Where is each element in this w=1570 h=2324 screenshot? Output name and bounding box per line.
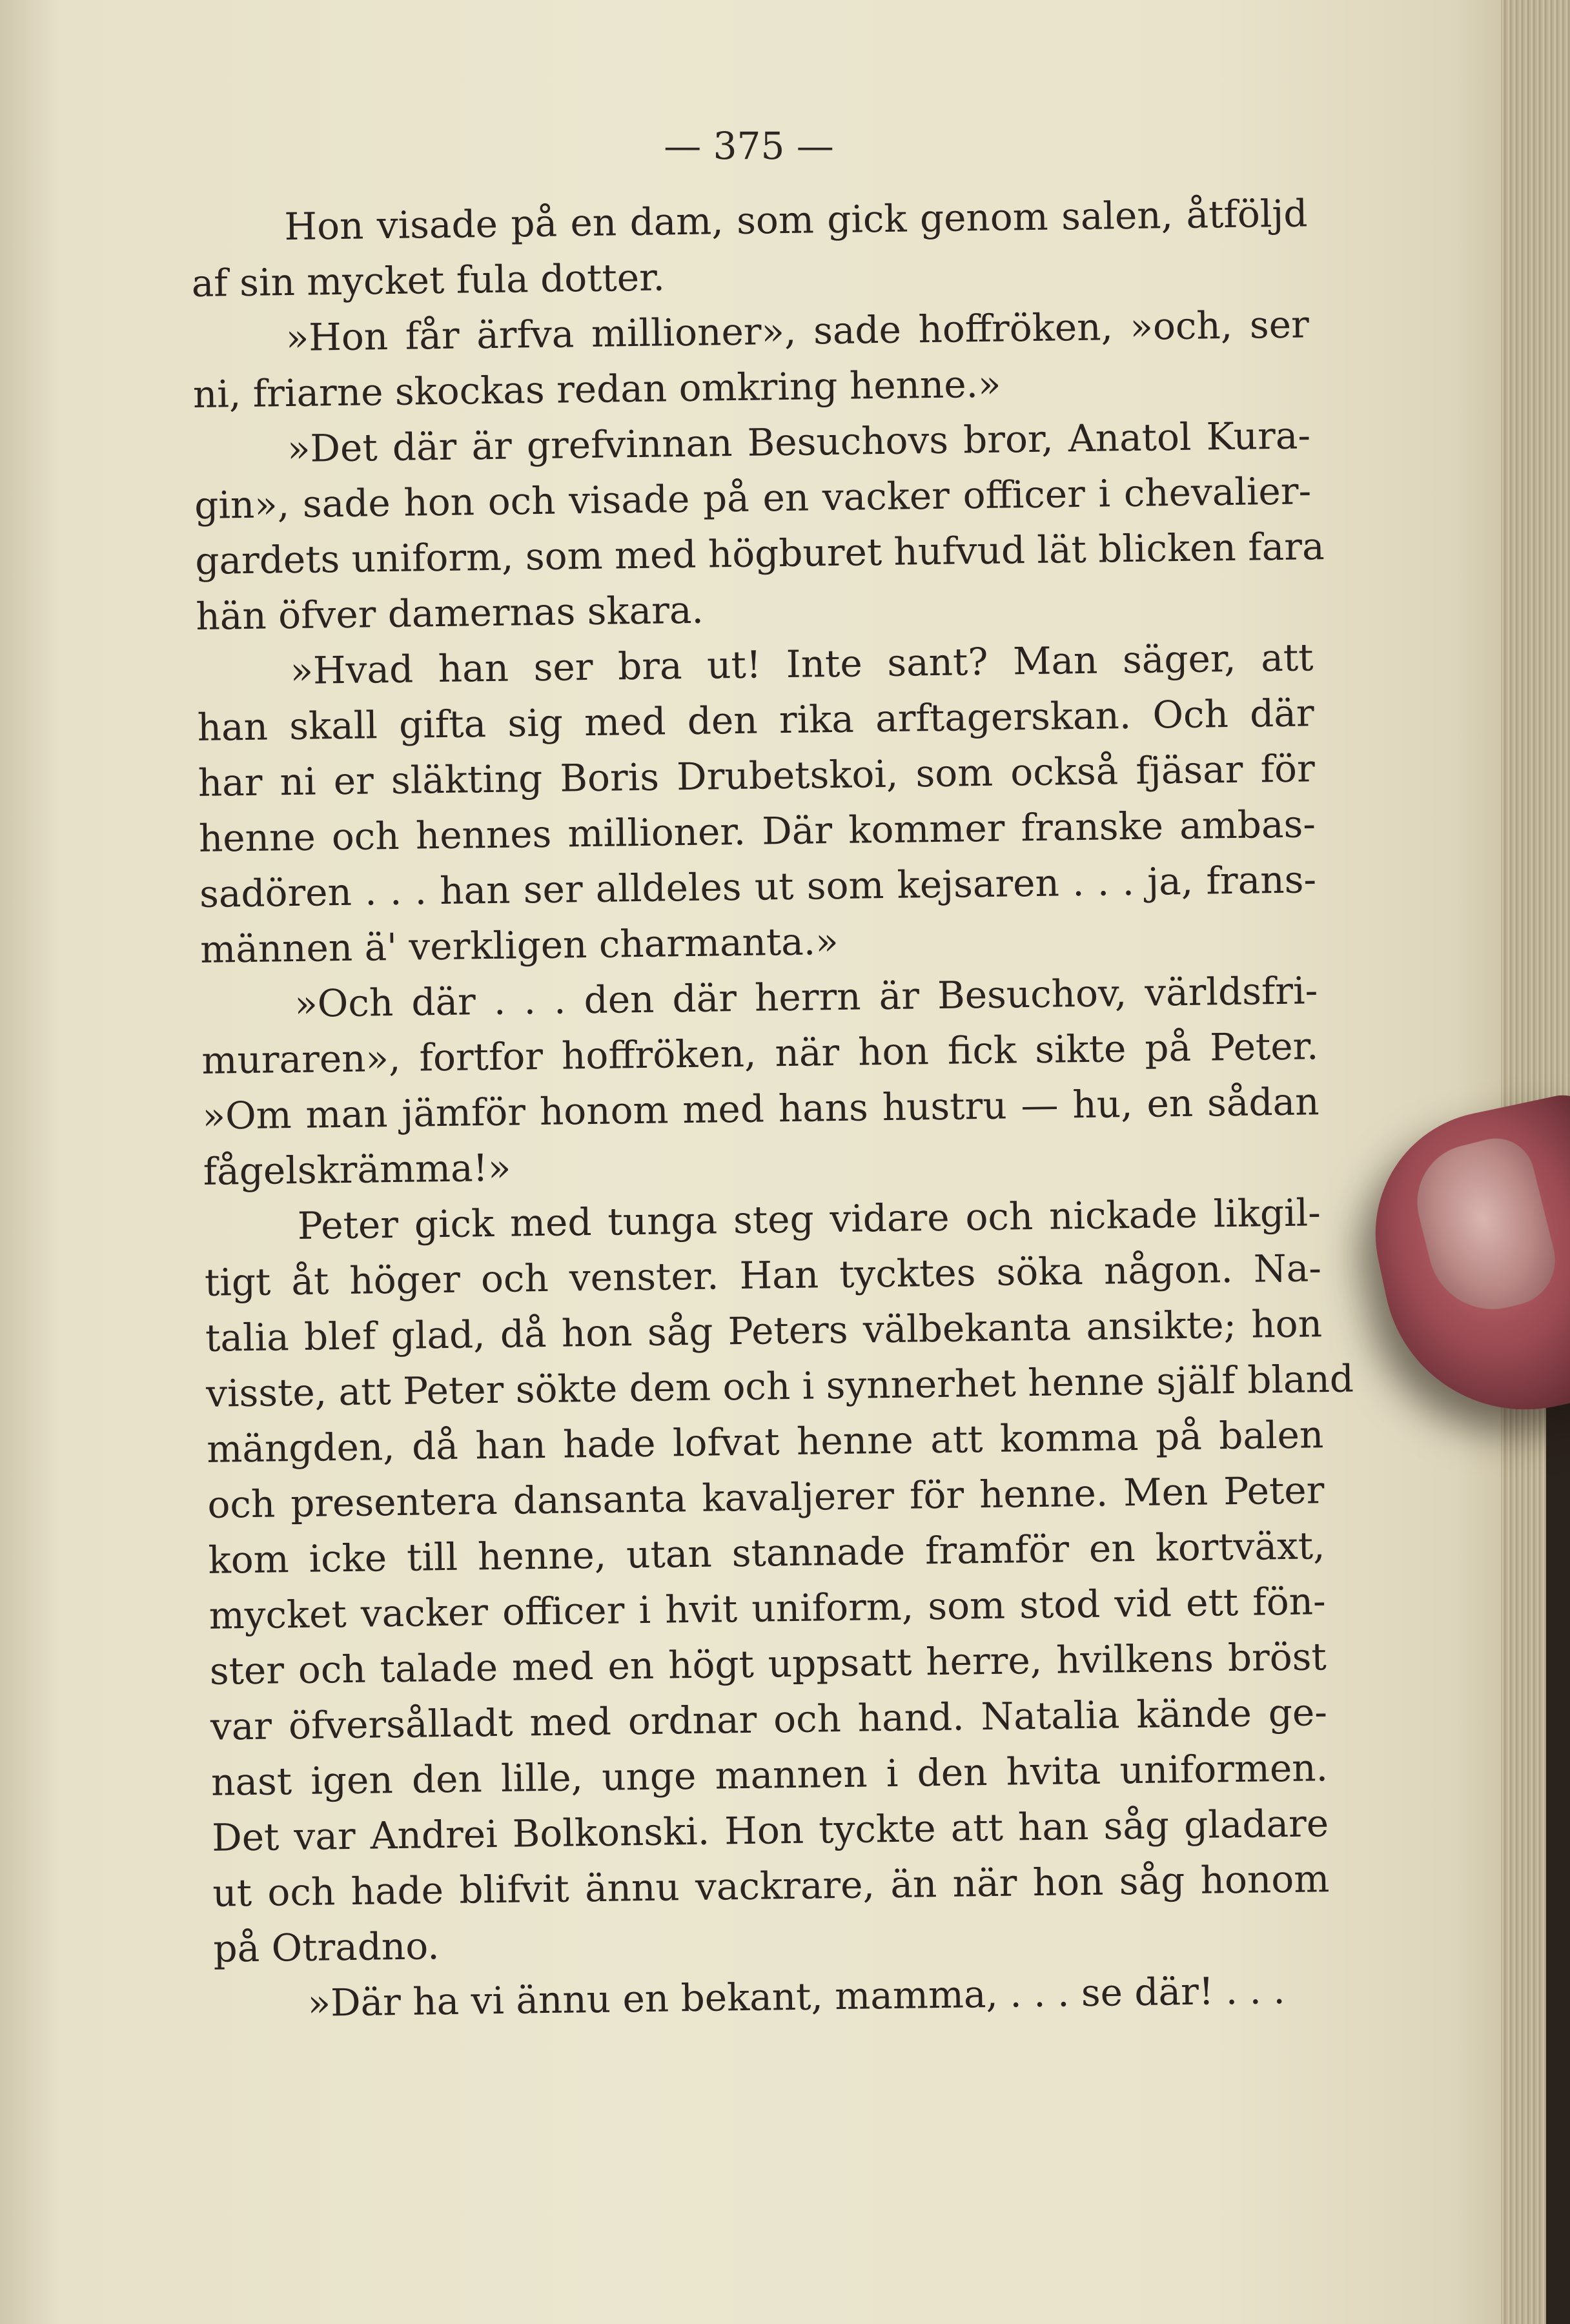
text-line: »Om man jämför honom med hans hustru — hu, en sådan (202, 1079, 1320, 1138)
text-line: af sin mycket fula dotter. (191, 255, 666, 305)
text-line: sadören . . . han ser alldeles ut som kejsaren . . . ja, frans- (199, 857, 1317, 916)
text-line: gardets uniform, som med högburet hufvud lät blicken fara (194, 524, 1325, 583)
text-line: han skall gifta sig med den rika arftagerskan. Och där (197, 691, 1314, 749)
text-line: gin», sade hon och visade på en vacker officer i chevalier- (194, 469, 1312, 527)
text-line: »Där ha vi ännu en bekant, mamma, . . . se där! . . . (307, 1968, 1286, 2025)
book-cover-shadow (1546, 1356, 1570, 2324)
body-text (190, 185, 1354, 2032)
text-line: tigt åt höger och venster. Han tycktes söka någon. Na- (204, 1246, 1322, 1305)
text-line: talia blef glad, då hon såg Peters välbekanta ansikte; hon (205, 1301, 1323, 1360)
text-line: »Och där . . . den där herrn är Besuchov, världsfri- (294, 968, 1318, 1026)
text-line: muraren», fortfor hoffröken, när hon fick sikte på Peter. (201, 1024, 1319, 1083)
text-line: var öfversålladt med ordnar och hand. Natalia kände ge- (210, 1690, 1328, 1749)
text-line: ster och talade med en högt uppsatt herre, hvilkens bröst (209, 1635, 1327, 1693)
text-line: mängden, då han hade lofvat henne att komma på balen (206, 1412, 1324, 1471)
text-line: henne och hennes millioner. Där kommer franske ambas- (198, 802, 1316, 861)
text-line: och presentera dansanta kavaljerer för henne. Men Peter (207, 1468, 1325, 1527)
page-number: — 375 — (664, 124, 834, 168)
text-line: männen ä' verkligen charmanta.» (199, 919, 839, 972)
text-line: kom icke till henne, utan stannade framför en kortväxt, (208, 1524, 1325, 1582)
text-line: har ni er släkting Boris Drubetskoi, som också fjäsar för (198, 746, 1316, 805)
text-line: Hon visade på en dam, som gick genom salen, åtföljd (284, 191, 1308, 249)
text-line: »Hvad han ser bra ut! Inte sant? Man säger, att (290, 635, 1314, 693)
text-line: »Det där är grefvinnan Besuchovs bror, Anatol Kura- (287, 413, 1311, 471)
text-line: fågelskrämma!» (203, 1145, 511, 1194)
text-line: ut och hade blifvit ännu vackrare, än när hon såg honom (212, 1857, 1330, 1915)
text-line: nast igen den lille, unge mannen i den hvita uniformen. (210, 1746, 1329, 1804)
text-line: visste, att Peter sökte dem och i synnerhet henne själf bland (205, 1356, 1354, 1416)
text-line: hän öfver damernas skara. (195, 587, 704, 638)
text-line: Det var Andrei Bolkonski. Hon tyckte att han såg gladare (211, 1801, 1329, 1860)
text-line: »Hon får ärfva millioner», sade hoffröken, »och, ser (285, 302, 1310, 360)
text-line: Peter gick med tunga steg vidare och nickade likgil- (297, 1190, 1321, 1248)
text-line: mycket vacker officer i hvit uniform, som stod vid ett fön- (209, 1579, 1327, 1638)
text-line: på Otradno. (213, 1924, 440, 1971)
text-line: ni, friarne skockas redan omkring henne.» (192, 362, 1001, 416)
